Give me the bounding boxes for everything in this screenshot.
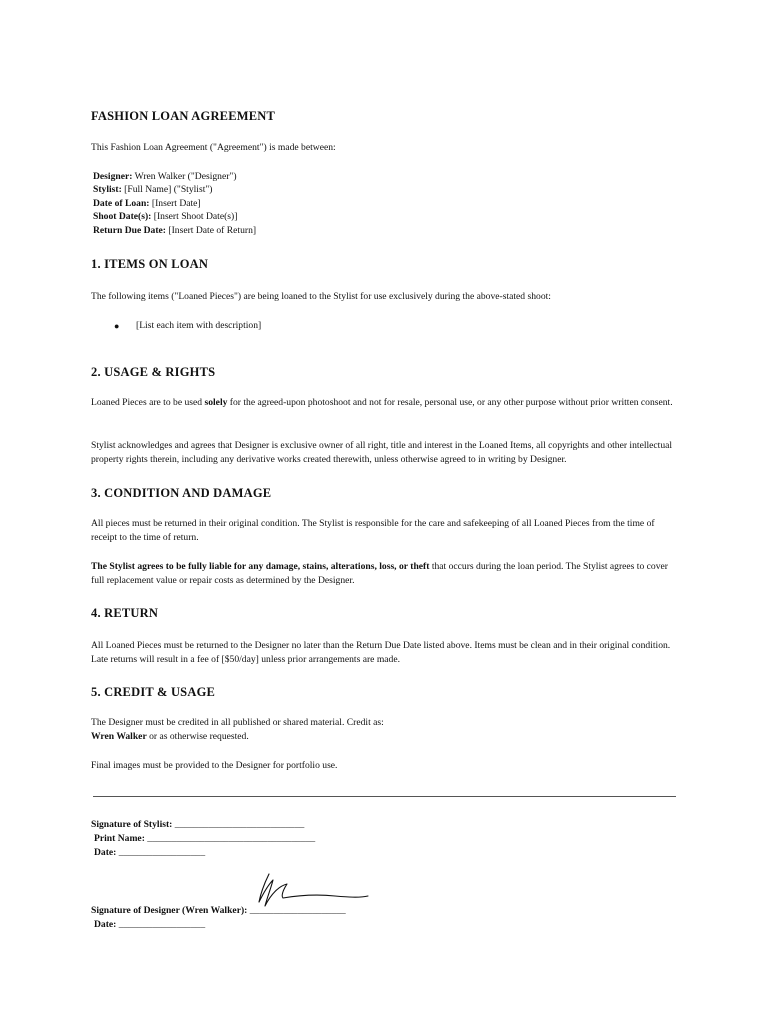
condition-emphasis: The Stylist agrees to be fully liable for any damage, stains, alterations, loss, or theft: [91, 561, 430, 572]
designer-signature-line[interactable]: [91, 904, 346, 918]
party-designer: [93, 170, 237, 184]
party-value: [Full Name] ("Stylist"): [121, 184, 213, 195]
party-stylist: [93, 183, 213, 197]
section-heading-usage: 2. USAGE & RIGHTS: [91, 365, 216, 379]
credit-line-2: [91, 730, 249, 744]
party-label: Date of Loan:: [93, 198, 150, 209]
section-heading-credit: 5. CREDIT & USAGE: [91, 685, 216, 699]
items-text: The following items ("Loaned Pieces") are being loaned to the Stylist for use exclusively during the above-stated shoot:: [91, 291, 551, 302]
designer-date-line[interactable]: [94, 918, 205, 932]
divider: [93, 796, 676, 797]
party-label: Shoot Date(s):: [93, 211, 152, 222]
credit-line-1: The Designer must be credited in all published or shared material. Credit as:: [91, 717, 384, 728]
condition-paragraph-2: [91, 560, 676, 588]
usage-emphasis: solely: [204, 397, 228, 408]
usage-text: for the agreed-upon photoshoot and not for resale, personal use, or any other purpose without prior written consent.: [227, 397, 673, 408]
credit-text: or as otherwise requested.: [146, 731, 249, 742]
date-label: Date:: [94, 919, 117, 930]
signature-label: Signature of Designer (Wren Walker):: [91, 905, 248, 916]
bullet-icon: ●: [114, 321, 120, 331]
party-date-of-loan: [93, 197, 201, 211]
signature-blank: ____________________: [247, 905, 346, 916]
usage-paragraph-1: [91, 396, 676, 410]
section-heading-condition: 3. CONDITION AND DAMAGE: [91, 486, 272, 500]
party-label: Designer:: [93, 171, 133, 182]
print-name-label: Print Name:: [94, 833, 145, 844]
signature-label: Signature of Stylist:: [91, 819, 173, 830]
party-return-due-date: [93, 224, 256, 238]
condition-text: that occurs during the loan period. The Stylist agrees to cover full replacement value or repair costs as determined by the Designer.: [91, 561, 668, 586]
party-shoot-dates: [93, 210, 237, 224]
signature-blank: ___________________________: [172, 819, 305, 830]
date-blank: __________________: [116, 919, 206, 930]
section-heading-items: 1. ITEMS ON LOAN: [91, 257, 209, 271]
print-name-blank: ___________________________________: [144, 833, 316, 844]
party-value: [Insert Date of Return]: [166, 225, 257, 236]
intro-text: This Fashion Loan Agreement ("Agreement") is made between:: [91, 142, 336, 153]
usage-paragraph-2: Stylist acknowledges and agrees that Designer is exclusive owner of all right, title and interest in the Loaned Items, all copyrights and other intellectual property rights therein, including any derivative works created therewith, unless otherwise agreed to in writing by Designer.: [91, 440, 673, 465]
party-label: Return Due Date:: [93, 225, 167, 236]
condition-paragraph-1: All pieces must be returned in their original condition. The Stylist is responsible for the care and safekeeping of all Loaned Pieces from the time of receipt to the time of return.: [91, 518, 655, 543]
return-paragraph: All Loaned Pieces must be returned to the Designer no later than the Return Due Date listed above. Items must be clean and in their original condition. Late returns will result in a fee of [$50/day] unless prior arrangements are made.: [91, 640, 671, 665]
stylist-date-line[interactable]: [94, 846, 205, 860]
usage-text: Loaned Pieces are to be used: [91, 397, 205, 408]
credit-paragraph-2: Final images must be provided to the Designer for portfolio use.: [91, 760, 338, 771]
party-value: [Insert Date]: [149, 198, 201, 209]
stylist-print-name-line[interactable]: [94, 832, 315, 846]
party-value: [Insert Shoot Date(s)]: [151, 211, 238, 222]
date-blank: __________________: [116, 847, 206, 858]
document-title: FASHION LOAN AGREEMENT: [91, 109, 276, 123]
party-label: Stylist:: [93, 184, 122, 195]
credit-name: Wren Walker: [91, 731, 147, 742]
party-value: Wren Walker ("Designer"): [132, 171, 237, 182]
date-label: Date:: [94, 847, 117, 858]
stylist-signature-line[interactable]: [91, 818, 304, 832]
items-bullet: [List each item with description]: [136, 320, 262, 331]
section-heading-return: 4. RETURN: [91, 606, 159, 620]
